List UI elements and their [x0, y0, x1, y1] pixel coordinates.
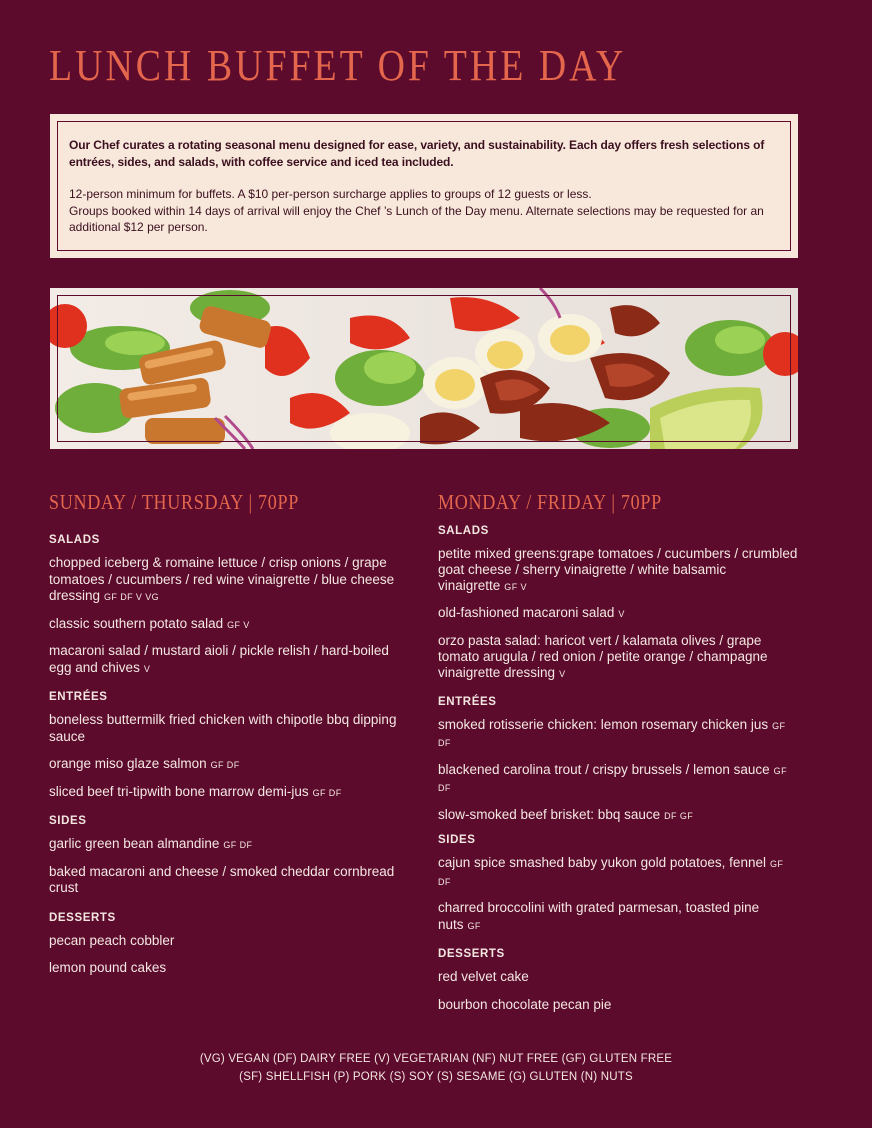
- section-entrees: [438, 696, 798, 825]
- list-item: slow-smoked beef brisket: bbq sauce DF GF: [438, 806, 694, 822]
- intro-lead-text: Our Chef curates a rotating seasonal menu designed for ease, variety, and sustainability. Each day offers fresh selections of entrées, sides, and salads, with coffee service and iced tea included.: [69, 138, 765, 169]
- list-item: red velvet cake: [438, 969, 529, 984]
- dietary-legend: [0, 1050, 872, 1086]
- list-item: old-fashioned macaroni salad V: [438, 605, 625, 620]
- legend-line-1: (VG) VEGAN (DF) DAIRY FREE (V) VEGETARIAN (NF) NUT FREE (GF) GLUTEN FREE: [199, 1053, 673, 1065]
- list-item: sliced beef tri-tipwith bone marrow demi-jus GF DF: [49, 783, 342, 799]
- list-item: cajun spice smashed baby yukon gold potatoes, fennel GF DF: [438, 855, 784, 887]
- page-title: LUNCH BUFFET OF THE DAY: [49, 41, 627, 90]
- list-item: garlic green bean almandine GF DF: [49, 836, 253, 851]
- list-item: baked macaroni and cheese / smoked cheddar cornbread crust: [49, 863, 395, 895]
- section-entrees: [49, 691, 409, 801]
- list-item: bourbon chocolate pecan pie: [438, 996, 612, 1012]
- list-item: charred broccolini with grated parmesan, toasted pine nuts GF: [438, 900, 760, 932]
- intro-minimum-text: 12-person minimum for buffets. A $10 per-person surcharge applies to groups of 12 guests or less.: [69, 187, 592, 201]
- dietary-tags: GF V: [504, 582, 527, 592]
- section-salads: [49, 534, 409, 677]
- dietary-tags: GF DF: [438, 720, 786, 748]
- list-item: petite mixed greens:grape tomatoes / cucumbers / crumbled goat cheese / sherry vinaigrette / white balsamic vinaigrette GF V: [438, 546, 798, 593]
- menu-column-monday-friday: [438, 490, 798, 1024]
- dietary-tags: GF DF: [223, 840, 253, 850]
- menu-column-sunday-thursday: [49, 490, 409, 988]
- hero-salad-photo: [50, 288, 798, 449]
- hero-frame: [57, 295, 791, 442]
- intro-booking-text: Groups booked within 14 days of arrival will enjoy the Chef ’s Lunch of the Day menu. Alternate selections may be requested for an additional $12 per person.: [69, 203, 764, 234]
- section-title: SIDES: [438, 834, 476, 846]
- list-item: boneless buttermilk fried chicken with chipotle bbq dipping sauce: [49, 712, 397, 744]
- dietary-tags: GF DF: [438, 765, 787, 793]
- list-item: classic southern potato salad GF V: [49, 615, 250, 631]
- list-item: pecan peach cobbler: [49, 932, 175, 948]
- section-desserts: [49, 912, 409, 978]
- section-title: ENTRÉES: [438, 695, 497, 708]
- dietary-tags: GF: [467, 920, 481, 931]
- dietary-tags: GF DF: [312, 787, 342, 798]
- column-heading: SUNDAY / THURSDAY | 70PP: [49, 490, 299, 514]
- column-heading: MONDAY / FRIDAY | 70PP: [438, 490, 662, 514]
- intro-panel: [50, 114, 798, 258]
- list-item: blackened carolina trout / crispy brussels / lemon sauce GF DF: [438, 761, 787, 793]
- section-salads: [438, 525, 798, 682]
- dietary-tags: GF DF V VG: [104, 592, 160, 602]
- section-title: SALADS: [49, 534, 100, 546]
- list-item: orange miso glaze salmon GF DF: [49, 756, 240, 771]
- legend-line-2: (SF) SHELLFISH (P) PORK (S) SOY (S) SESAME (G) GLUTEN (N) NUTS: [239, 1071, 633, 1083]
- list-item: orzo pasta salad: haricot vert / kalamata olives / grape tomato arugula / red onion / petite orange / champagne vinaigrette dressing V: [438, 632, 768, 680]
- dietary-tags: GF DF: [438, 859, 784, 887]
- dietary-tags: DF GF: [664, 810, 694, 821]
- section-desserts: [438, 948, 798, 1014]
- dietary-tags: V: [559, 668, 566, 679]
- intro-panel-frame: [57, 121, 791, 251]
- section-title: ENTRÉES: [49, 691, 108, 703]
- list-item: lemon pound cakes: [49, 960, 167, 975]
- dietary-tags: V: [143, 663, 151, 674]
- section-title: SIDES: [49, 815, 87, 827]
- section-sides: [438, 834, 798, 934]
- dietary-tags: GF DF: [210, 760, 240, 770]
- section-title: SALADS: [438, 525, 489, 537]
- list-item: macaroni salad / mustard aioli / pickle relish / hard-boiled egg and chives V: [49, 643, 389, 675]
- section-title: DESSERTS: [438, 948, 505, 960]
- dietary-tags: V: [618, 609, 625, 619]
- list-item: chopped iceberg & romaine lettuce / crisp onions / grape tomatoes / cucumbers / red wine vinaigrette / blue cheese dressing GF DF V VG: [49, 555, 395, 603]
- section-title: DESSERTS: [49, 911, 116, 924]
- dietary-tags: GF V: [227, 619, 250, 630]
- section-sides: [49, 815, 409, 898]
- list-item: smoked rotisserie chicken: lemon rosemary chicken jus GF DF: [438, 716, 786, 748]
